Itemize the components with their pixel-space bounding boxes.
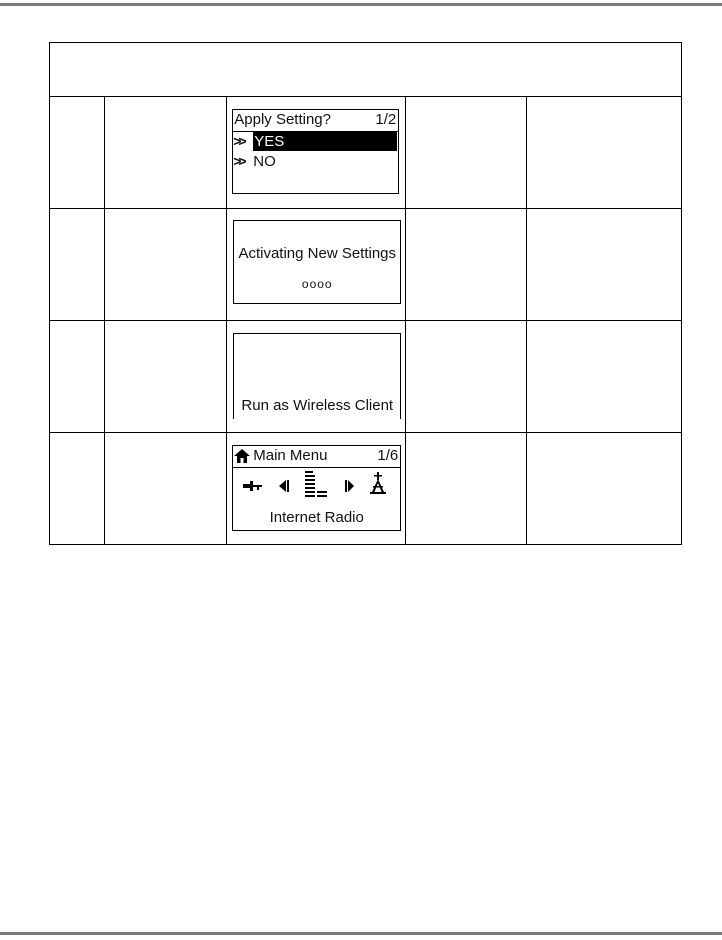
table-header-row bbox=[50, 43, 682, 97]
bottom-rule bbox=[0, 932, 722, 935]
notes-cell bbox=[405, 209, 526, 321]
step-number-cell bbox=[50, 433, 105, 545]
step-number-cell bbox=[50, 97, 105, 209]
extra-cell bbox=[526, 97, 681, 209]
menu-caption: Internet Radio bbox=[269, 509, 364, 526]
screen-title-bar bbox=[233, 110, 398, 132]
main-menu-screen bbox=[232, 445, 401, 531]
wireless-message: Run as Wireless Client bbox=[241, 397, 394, 414]
notes-cell bbox=[405, 433, 526, 545]
option-no-label: NO bbox=[253, 153, 276, 170]
activating-message: Activating New Settings bbox=[238, 245, 397, 262]
display-cell bbox=[227, 97, 405, 209]
extra-cell bbox=[526, 209, 681, 321]
table-row bbox=[50, 97, 682, 209]
table-row bbox=[50, 321, 682, 433]
extra-cell bbox=[526, 433, 681, 545]
screen-title-bar bbox=[233, 446, 400, 468]
list-icon bbox=[305, 471, 327, 497]
menu-icon-row bbox=[233, 470, 400, 504]
notes-cell bbox=[405, 321, 526, 433]
screen-title: Apply Setting? bbox=[234, 111, 331, 128]
double-chevron-icon: >> bbox=[233, 133, 244, 149]
double-chevron-icon: >> bbox=[233, 153, 244, 169]
wrench-icon[interactable] bbox=[243, 481, 262, 491]
left-arrow-icon[interactable] bbox=[279, 480, 289, 492]
action-cell bbox=[105, 433, 227, 545]
right-arrow-icon[interactable] bbox=[345, 480, 354, 492]
table-row bbox=[50, 433, 682, 545]
progress-dots: oooo bbox=[301, 277, 333, 291]
table-header-cell bbox=[50, 43, 682, 97]
antenna-icon[interactable] bbox=[370, 472, 386, 494]
option-yes[interactable] bbox=[233, 132, 398, 151]
page-indicator: 1/2 bbox=[375, 111, 397, 128]
screen-title: Main Menu bbox=[253, 447, 328, 464]
action-cell bbox=[105, 209, 227, 321]
notes-cell bbox=[405, 97, 526, 209]
activating-screen bbox=[233, 220, 401, 304]
step-number-cell bbox=[50, 209, 105, 321]
top-rule bbox=[0, 3, 722, 6]
option-no[interactable] bbox=[233, 152, 398, 171]
home-icon bbox=[234, 449, 250, 469]
extra-cell bbox=[526, 321, 681, 433]
wireless-client-screen bbox=[233, 333, 401, 419]
action-cell bbox=[105, 321, 227, 433]
display-cell bbox=[227, 321, 405, 433]
display-cell bbox=[227, 209, 405, 321]
page-indicator: 1/6 bbox=[377, 447, 399, 464]
action-cell bbox=[105, 97, 227, 209]
apply-setting-screen bbox=[232, 109, 399, 194]
display-cell bbox=[227, 433, 405, 545]
step-number-cell bbox=[50, 321, 105, 433]
instruction-table bbox=[49, 42, 682, 545]
table-row bbox=[50, 209, 682, 321]
option-yes-label: YES bbox=[253, 132, 397, 151]
